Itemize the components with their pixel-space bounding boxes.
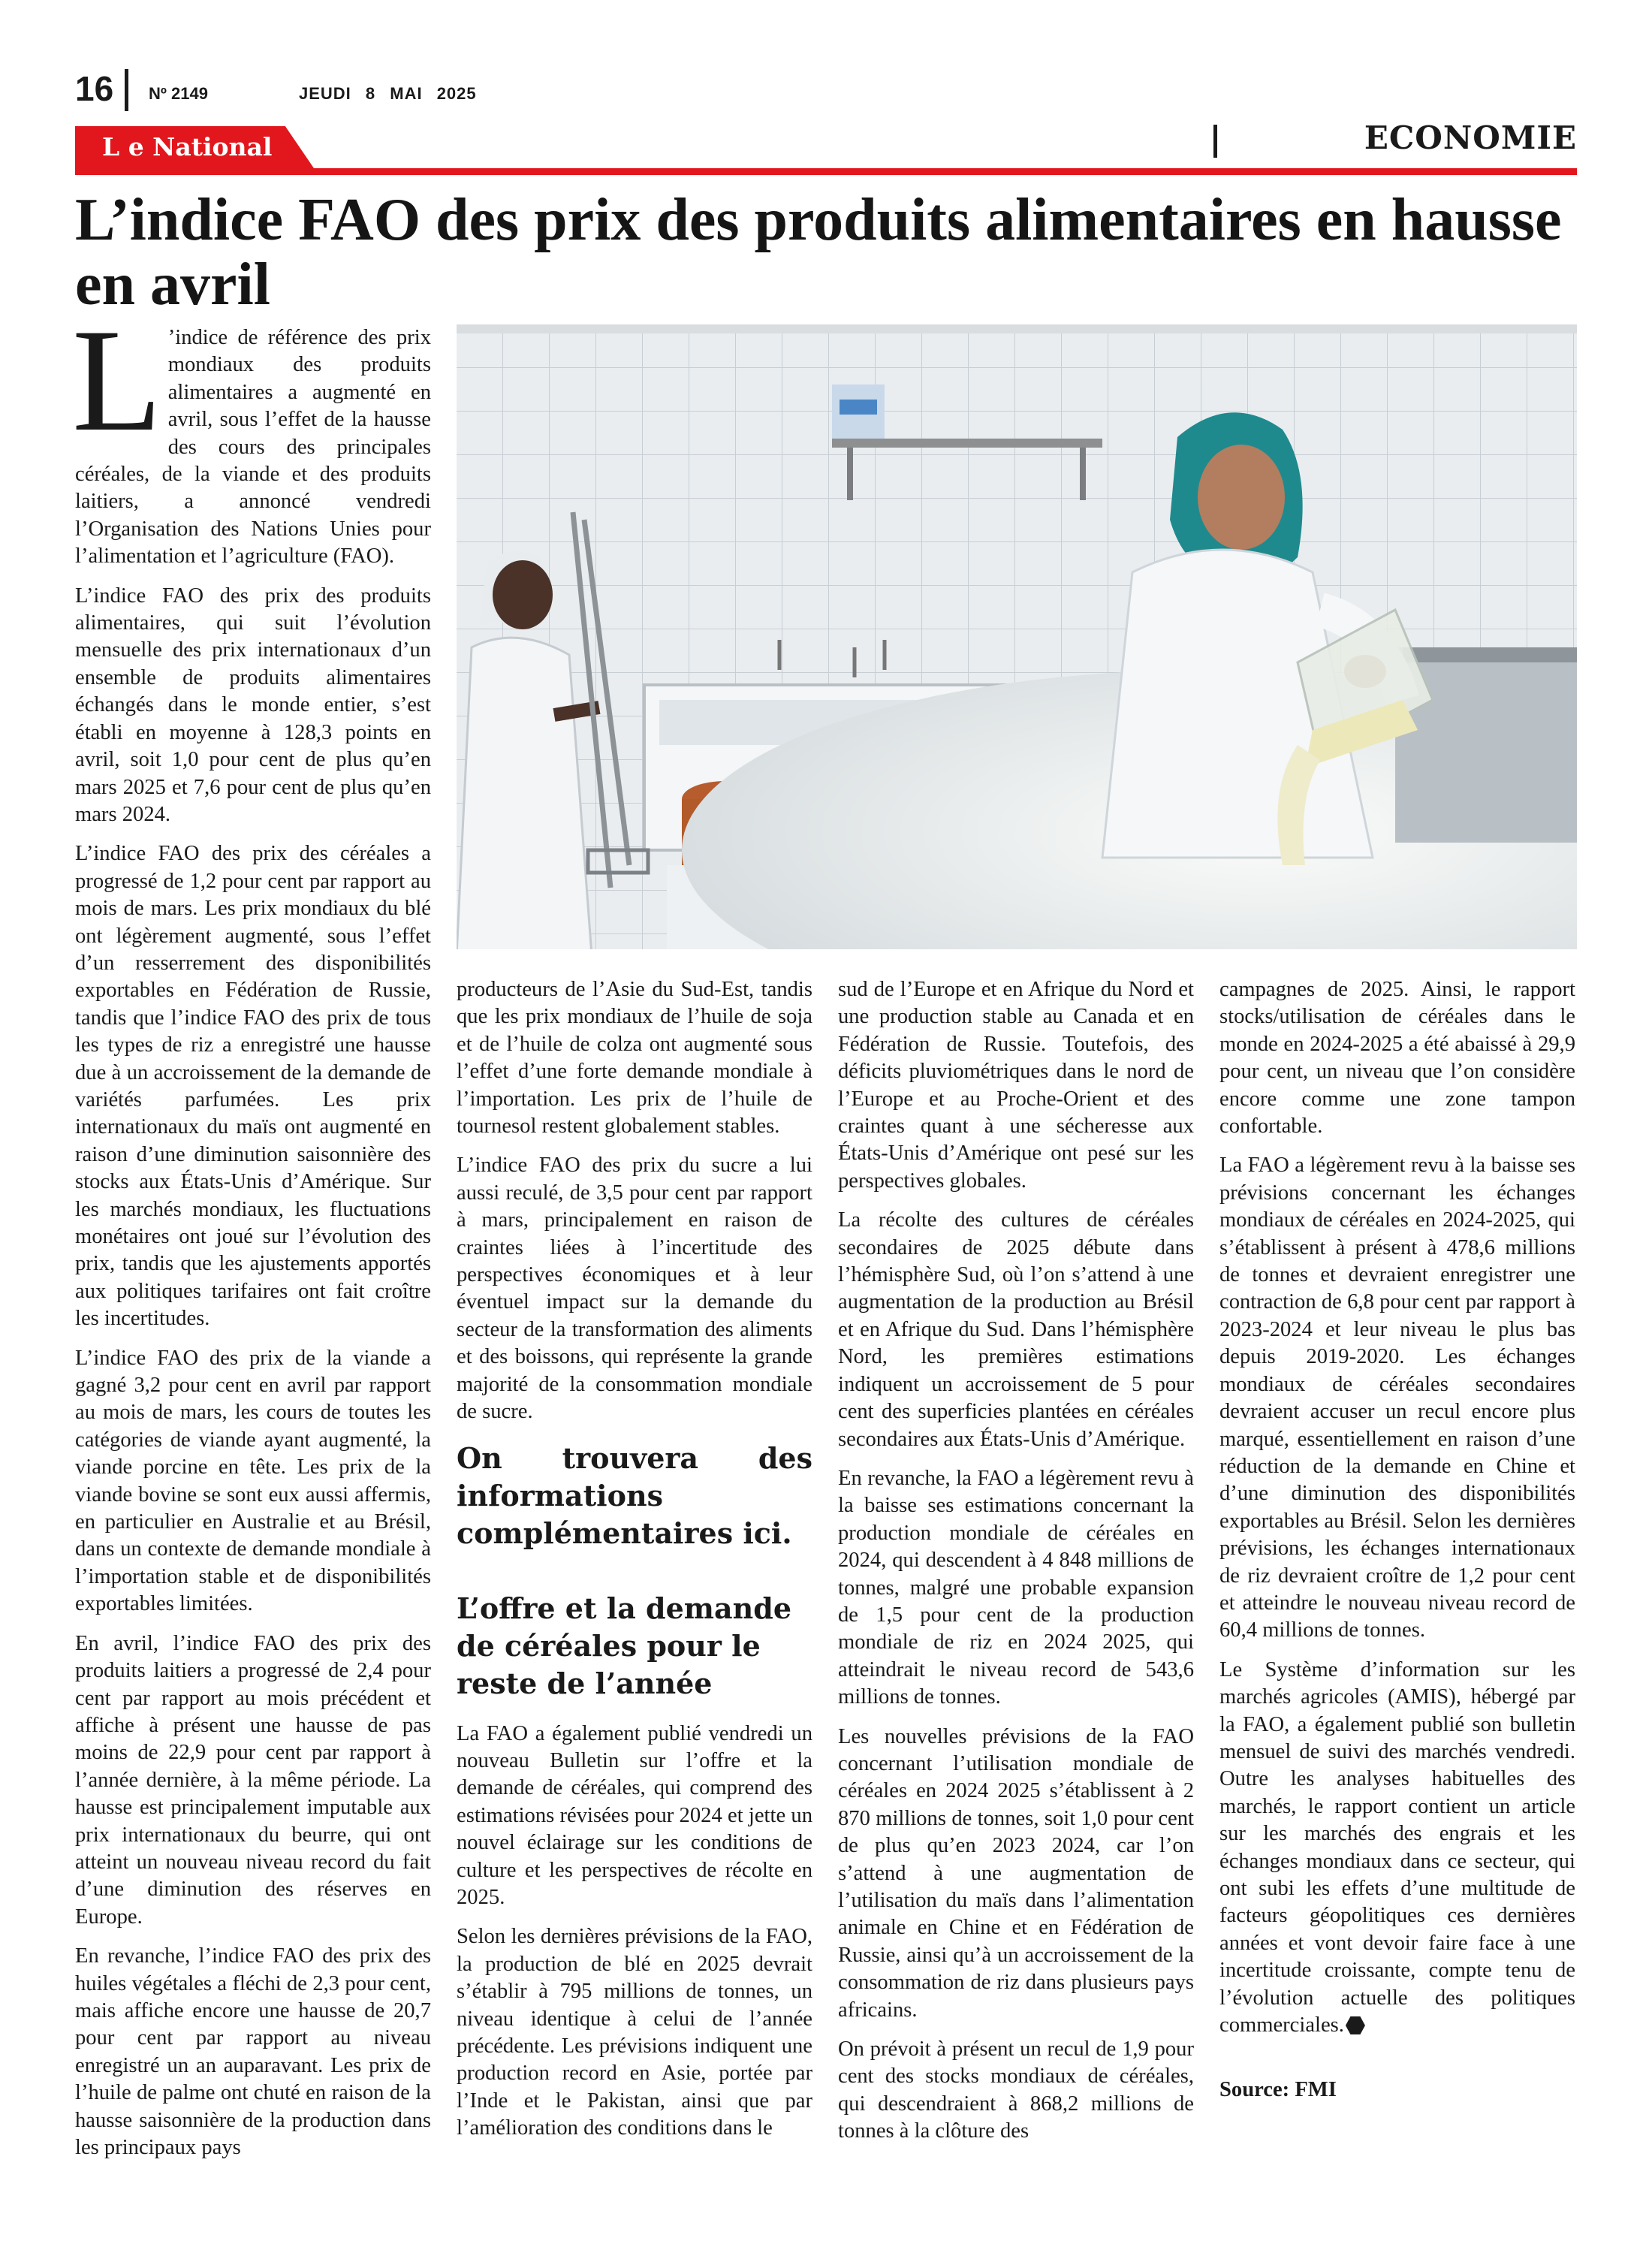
article-paragraph: sud de l’Europe et en Afrique du Nord et une production stable au Canada et en Fédération de Russie. Toutefois, des déficits pluviométriques dans le nord de l’Europe et au Proche-Orient et des craintes quant à une sécheresse aux États-Unis d’Amérique ont pesé sur les perspectives globales. (838, 978, 1194, 1193)
article-paragraph (1219, 1657, 1575, 2040)
article-paragraph: L’indice FAO des prix de la viande a gagné 3,2 pour cent en avril par rapport au mois de mars, les cours de toutes les catégories de viande ayant augmenté, la viande porcine en tête. Les prix de la viande bovine se sont eux aussi affermis, en particulier en Australie et au Brésil, dans un contexte de demande mondiale à l’importation stable et de disponibilités exportables limitées. (75, 1346, 431, 1616)
header-rule (75, 168, 1577, 175)
section-divider (1213, 125, 1217, 158)
article-headline: L’indice FAO des prix des produits alimentaires en hausse en avril (75, 187, 1562, 318)
article-column-2 (457, 976, 812, 2155)
publication-date: JEUDI 8 MAI 2025 (299, 84, 477, 103)
article-column-4 (1219, 976, 1575, 2116)
section-title: ECONOMIE (1364, 119, 1577, 156)
closing-text: Le Système d’information sur les marchés agricoles (AMIS), hébergé par la FAO, a également publié son bulletin mensuel de suivi des marchés vendredi. Outre les analyses habituelles des marchés, le rapport contient un article sur les marchés des engrais et les échanges mondiaux dans ce secteur, qui ont subi les effets d’une multitude de facteurs géopolitiques ces dernières années et vont devoir faire face à une incertitude croissante, compte tenu de l’évolution actuelle des politiques commerciales. (1219, 1657, 1575, 2037)
article-paragraph (72, 299, 431, 571)
article-paragraph: La récolte des cultures de céréales secondaires de 2025 débute dans l’hémisphère Sud, où l’on s’attend à une augmentation de la production au Brésil et en Afrique du Sud. Dans l’hémisphère Nord, les premières estimations indiquent un accroissement de 5 pour cent des superficies plantées en céréales secondaires aux États-Unis d’Amérique. (838, 1208, 1194, 1451)
article-paragraph: producteurs de l’Asie du Sud-Est, tandis que les prix mondiaux de l’huile de soja et de l’huile de colza ont augmenté sous l’effet d’une forte demande mondiale à l’importation. Les prix de l’huile de tournesol restent globalement stables. (457, 978, 812, 1139)
article-paragraph: En avril, l’indice FAO des prix des produits laitiers a progressé de 2,4 pour cent par rapport au mois précédent et affiche à présent une hausse de pas moins de 22,9 pour cent par rapport à l’année dernière, à la même période. La hausse est principalement imputable aux prix internationaux du beurre, qui ont atteint un nouveau niveau record du fait d’une diminution des réserves en Europe. (75, 1631, 431, 1929)
end-of-article-icon (1346, 2016, 1365, 2034)
more-info-link[interactable]: On trouvera des informations complémentaires ici. (457, 1440, 812, 1550)
article-paragraph: campagnes de 2025. Ainsi, le rapport stocks/utilisation de céréales dans le monde en 2024-2025 a été abaissé à 29,9 pour cent, un niveau que l’on considère encore comme une zone tampon confortable. (1219, 978, 1575, 1139)
article-paragraph: Les nouvelles prévisions de la FAO concernant l’utilisation mondiale de céréales en 2024 2025 s’établissent à 2 870 millions de tonnes, soit 1,0 pour cent de plus qu’en 2023 2024, car l’on s’attend à une augmentation de l’utilisation du maïs dans l’alimentation animale en Chine et en Fédération de Russie, ainsi qu’à un accroissement de la consommation de riz dans plusieurs pays africains. (838, 1724, 1194, 2022)
page-number: 16 (75, 69, 114, 108)
article-paragraph: La FAO a légèrement revu à la baisse ses prévisions concernant les échanges mondiaux de céréales en 2024-2025, qui s’établissent à présent à 478,6 millions de tonnes et devraient enregistrer une contraction de 6,8 pour cent par rapport à 2023-2024 et leur niveau le plus bas depuis 2019-2020. Les échanges mondiaux de céréales secondaires devraient accuser un recul encore plus marqué, essentiellement en raison d’une réduction de la demande en Chine et d’une diminution des disponibilités exportables au Brésil. Selon les dernières prévisions, les échanges internationaux de riz devraient croître de 1,2 pour cent et atteindre le nouveau niveau record de 60,4 millions de tonnes. (1219, 1154, 1575, 1642)
article-source: Source: FMI (1219, 2078, 1337, 2102)
issue-number: Nº 2149 (149, 84, 208, 103)
drop-cap: L (72, 299, 162, 462)
newspaper-brand: L e National (102, 132, 273, 161)
lead-text: ’indice de référence des prix mondiaux des produits alimentaires a augmenté en avril, sous l’effet de la hausse des cours des principales céréales, de la viande et des produits laitiers, a annoncé vendredi l’Organisation des Nations Unies pour l’alimentation et l’agriculture (FAO). (75, 326, 431, 569)
article-paragraph: On prévoit à présent un recul de 1,9 pour cent des stocks mondiaux de céréales, qui descendraient à 868,2 millions de tonnes à la clôture des (838, 2037, 1194, 2143)
article-paragraph: L’indice FAO des prix des produits alimentaires, qui suit l’évolution mensuelle des prix internationaux d’un ensemble de produits alimentaires échangés dans le monde entier, s’est établi en moyenne à 128,3 points en avril, soit 1,0 pour cent de plus qu’en mars 2025 et 7,6 pour cent de plus qu’en mars 2024. (75, 584, 431, 826)
article-subheading: L’offre et la demande de céréales pour le reste de l’année (457, 1591, 791, 1700)
article-paragraph: Selon les dernières prévisions de la FAO, la production de blé en 2025 devrait s’établir à 795 millions de tonnes, un niveau identique à celui de l’année précédente. Les prévisions indiquent une production record en Asie, portée par l’Inde et le Pakistan, ainsi que par l’amélioration des conditions dans le (457, 1925, 812, 2140)
article-paragraph: L’indice FAO des prix du sucre a lui aussi reculé, de 3,5 pour cent par rapport à mars, principalement en raison de craintes liées à l’incertitude des perspectives économiques et à leur éventuel impact sur la demande du secteur de la transformation des aliments et des boissons, qui représente la grande majorité de la consommation mondiale de sucre. (457, 1154, 812, 1424)
article-paragraph: En revanche, la FAO a légèrement revu à la baisse ses estimations concernant la production mondiale de céréales en 2024, qui descendent à 4 848 millions de tonnes, malgré une probable expansion de 1,5 pour cent de la production mondiale de riz en 2024 2025, qui atteindrait le niveau record de 543,6 millions de tonnes. (838, 1466, 1194, 1709)
dairy-workers-photo (457, 324, 1577, 949)
article-column-3 (838, 976, 1194, 2158)
article-paragraph: En revanche, l’indice FAO des prix des huiles végétales a fléchi de 2,3 pour cent, mais affiche encore une hausse de 20,7 pour cent par rapport au niveau enregistré un an auparavant. Les prix de l’huile de palme ont chuté en raison de la hausse saisonnière de la production dans les principaux pays (75, 1944, 431, 2159)
article-paragraph: La FAO a également publié vendredi un nouveau Bulletin sur l’offre et la demande de céréales, qui comprend des estimations révisées pour 2024 et jette un nouvel éclairage sur les conditions de culture et les perspectives de récolte en 2025. (457, 1721, 812, 1909)
article-photo (457, 324, 1577, 949)
article-paragraph: L’indice FAO des prix des céréales a progressé de 1,2 pour cent par rapport au mois de mars. Les prix mondiaux du blé ont légèrement augmenté, sous l’effet d’un resserrement des disponibilités exportables en Fédération de Russie, tandis que l’indice FAO des prix de tous les types de riz a enregistré une hausse due à un accroissement de la demande de variétés parfumées. Les prix internationaux du maïs ont augmenté en raison d’une diminution saisonnière des stocks aux États-Unis d’Amérique. Sur les marchés mondiaux, les fluctuations monétaires ont joué sur l’évolution des prix, tandis que les ajustements apportés aux politiques tarifaires ont fait croître les incertitudes. (75, 842, 431, 1331)
page-number-divider (125, 69, 128, 111)
article-column-1 (72, 299, 431, 2173)
